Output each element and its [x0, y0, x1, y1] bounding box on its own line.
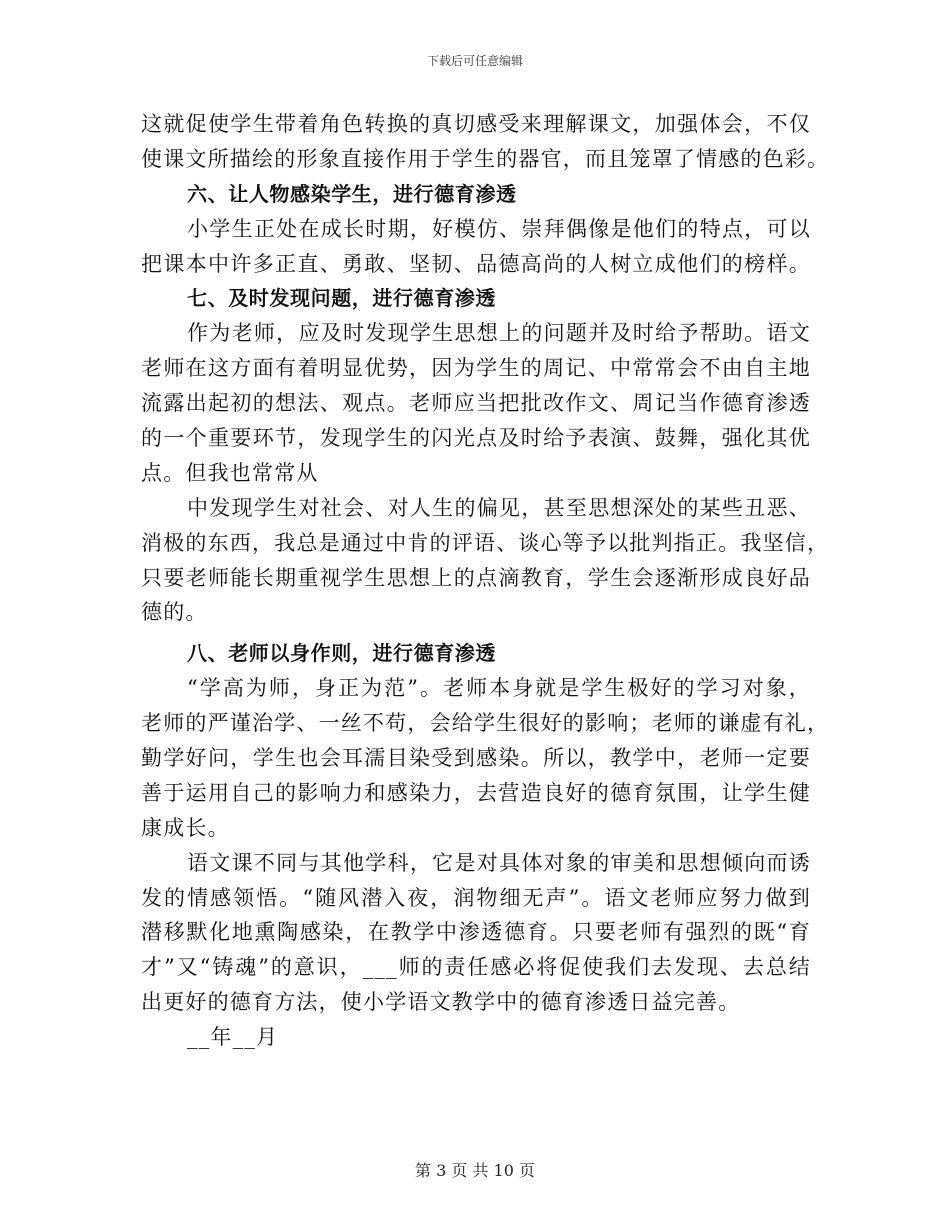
- text-line: 把课本中许多正直、勇敢、坚韧、品德高尚的人树立成他们的榜样。: [141, 251, 811, 276]
- text-line: 中发现学生对社会、对人生的偏见，甚至思想深处的某些丑恶、: [187, 495, 811, 520]
- section-heading-7: 七、及时发现问题，进行德育渗透: [187, 286, 496, 311]
- document-body: [141, 107, 830, 1055]
- text-line: 潜移默化地熏陶感染，在教学中渗透德育。只要老师有强烈的既“育: [141, 920, 811, 945]
- text-line: 老师在这方面有着明显优势，因为学生的周记、中常常会不由自主地: [141, 356, 811, 381]
- text-line: 只要老师能长期重视学生思想上的点滴教育，学生会逐渐形成良好品: [141, 565, 811, 590]
- text-line: 语文课不同与其他学科，它是对具体对象的审美和思想倾向而诱: [187, 850, 811, 875]
- text-line: 发的情感领悟。“随风潜入夜，润物细无声”。语文老师应努力做到: [141, 885, 811, 910]
- text-line: “学高为师，身正为范”。老师本身就是学生极好的学习对象，: [187, 676, 811, 701]
- text-line: 勤学好问，学生也会耳濡目染受到感染。所以，教学中，老师一定要: [141, 746, 811, 771]
- date-line: __年__月: [187, 1025, 279, 1050]
- text-line: 善于运用自己的影响力和感染力，去营造良好的德育氛围，让学生健: [141, 780, 811, 805]
- page-number: 第 3 页 共 10 页: [415, 1161, 535, 1180]
- text-line: 出更好的德育方法，使小学语文教学中的德育渗透日益完善。: [141, 990, 741, 1015]
- text-line: 作为老师，应及时发现学生思想上的问题并及时给予帮助。语文: [187, 321, 811, 346]
- text-line: 消极的东西，我总是通过中肯的评语、谈心等予以批判指正。我坚信，: [141, 530, 830, 555]
- text-line: 流露出起初的想法、观点。老师应当把批改作文、周记当作德育渗透: [141, 391, 811, 416]
- section-heading-8: 八、老师以身作则，进行德育渗透: [187, 641, 496, 666]
- text-line: 才”又“铸魂”的意识，___师的责任感必将促使我们去发现、去总结: [141, 955, 811, 980]
- text-line: 康成长。: [141, 815, 230, 840]
- text-line: 德的。: [141, 600, 208, 625]
- text-line: 这就促使学生带着角色转换的真切感受来理解课文，加强体会，不仅: [141, 112, 811, 136]
- text-line: 小学生正处在成长时期，好模仿、崇拜偶像是他们的特点，可以: [187, 216, 811, 241]
- text-line: 老师的严谨治学、一丝不苟，会给学生很好的影响；老师的谦虚有礼，: [141, 711, 830, 736]
- text-line: 的一个重要环节，发现学生的闪光点及时给予表演、鼓舞，强化其优: [141, 426, 811, 451]
- section-heading-6: 六、让人物感染学生，进行德育渗透: [187, 181, 517, 206]
- page-header-note: 下载后可任意编辑: [426, 54, 523, 68]
- text-line: 点。但我也常常从: [141, 460, 319, 485]
- text-line: 使课文所描绘的形象直接作用于学生的器官，而且笼罩了情感的色彩。: [141, 146, 830, 171]
